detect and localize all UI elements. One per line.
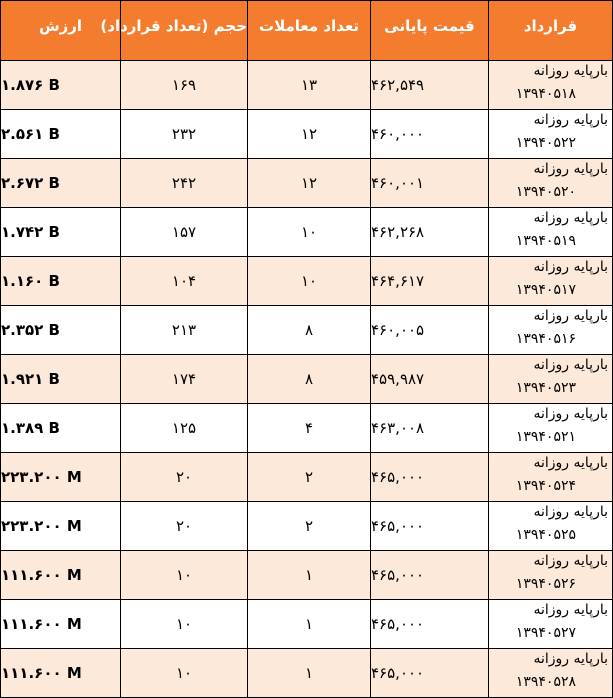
contract-cell — [489, 600, 613, 649]
contract-name: بارپایه روزانه — [533, 259, 608, 275]
contract-name: بارپایه روزانه — [533, 357, 608, 373]
table-row — [1, 453, 613, 502]
contract-cell — [489, 404, 613, 453]
final-price-cell: ۴۶۴,۶۱۷ — [371, 257, 489, 306]
final-price-cell: ۴۶۰,۰۰۵ — [371, 306, 489, 355]
contract-name: بارپایه روزانه — [533, 602, 608, 618]
volume-cell: ۱۰ — [121, 600, 248, 649]
contract-code: ۱۳۹۴۰۵۲۷ — [515, 625, 576, 641]
contract-name: بارپایه روزانه — [533, 112, 608, 128]
volume-cell: ۱۰۴ — [121, 257, 248, 306]
final-price-cell: ۴۶۲,۵۴۹ — [371, 61, 489, 110]
table-row — [1, 355, 613, 404]
table-row — [1, 649, 613, 698]
contract-name: بارپایه روزانه — [533, 308, 608, 324]
volume-cell: ۱۰ — [121, 551, 248, 600]
final-price-cell: ۴۶۵,۰۰۰ — [371, 649, 489, 698]
header-trades: تعداد معاملات — [248, 1, 371, 61]
contract-code: ۱۳۹۴۰۵۲۱ — [515, 429, 576, 445]
trades-cell: ۴ — [248, 404, 371, 453]
contract-cell — [489, 649, 613, 698]
contract-cell — [489, 453, 613, 502]
contract-name: بارپایه روزانه — [533, 406, 608, 422]
value-cell: ۲۲۳.۲۰۰ M — [1, 453, 121, 502]
value-cell: ۲.۳۵۲ B — [1, 306, 121, 355]
contract-name: بارپایه روزانه — [533, 553, 608, 569]
contract-code: ۱۳۹۴۰۵۱۶ — [515, 331, 576, 347]
value-cell: ۱.۸۷۶ B — [1, 61, 121, 110]
trades-cell: ۱۰ — [248, 208, 371, 257]
table-row — [1, 208, 613, 257]
contract-code: ۱۳۹۴۰۵۲۳ — [515, 380, 576, 396]
contract-name: بارپایه روزانه — [533, 504, 608, 520]
table-row — [1, 404, 613, 453]
trades-cell: ۱ — [248, 600, 371, 649]
contract-name: بارپایه روزانه — [533, 651, 608, 667]
contract-cell — [489, 306, 613, 355]
trades-cell: ۱ — [248, 551, 371, 600]
volume-cell: ۲۱۳ — [121, 306, 248, 355]
trades-cell: ۱۳ — [248, 61, 371, 110]
header-value: ارزش — [1, 1, 121, 61]
value-cell: ۲۲۳.۲۰۰ M — [1, 502, 121, 551]
trades-cell: ۱۲ — [248, 159, 371, 208]
value-cell: ۱۱۱.۶۰۰ M — [1, 649, 121, 698]
contract-name: بارپایه روزانه — [533, 161, 608, 177]
table-row — [1, 600, 613, 649]
final-price-cell: ۴۶۰,۰۰۰ — [371, 110, 489, 159]
volume-cell: ۱۶۹ — [121, 61, 248, 110]
contract-cell — [489, 257, 613, 306]
table-row — [1, 61, 613, 110]
contract-code: ۱۳۹۴۰۵۲۲ — [515, 135, 576, 151]
final-price-cell: ۴۶۰,۰۰۱ — [371, 159, 489, 208]
value-cell: ۱.۱۶۰ B — [1, 257, 121, 306]
table-row — [1, 257, 613, 306]
volume-cell: ۱۵۷ — [121, 208, 248, 257]
value-cell: ۱.۳۸۹ B — [1, 404, 121, 453]
trades-cell: ۲ — [248, 502, 371, 551]
header-row — [1, 1, 613, 61]
final-price-cell: ۴۶۵,۰۰۰ — [371, 502, 489, 551]
table-row — [1, 551, 613, 600]
contract-code: ۱۳۹۴۰۵۱۸ — [515, 86, 576, 102]
contract-name: بارپایه روزانه — [533, 210, 608, 226]
trades-cell: ۱ — [248, 649, 371, 698]
value-cell: ۱.۹۲۱ B — [1, 355, 121, 404]
volume-cell: ۱۰ — [121, 649, 248, 698]
contract-code: ۱۳۹۴۰۵۲۵ — [515, 527, 576, 543]
value-cell: ۲.۶۷۲ B — [1, 159, 121, 208]
final-price-cell: ۴۶۵,۰۰۰ — [371, 600, 489, 649]
volume-cell: ۲۳۲ — [121, 110, 248, 159]
trades-cell: ۸ — [248, 306, 371, 355]
contract-code: ۱۳۹۴۰۵۱۷ — [515, 282, 576, 298]
header-final-price: قیمت پایانی — [371, 1, 489, 61]
header-contract: قرارداد — [489, 1, 613, 61]
volume-cell: ۱۷۴ — [121, 355, 248, 404]
value-cell: ۱.۷۴۲ B — [1, 208, 121, 257]
final-price-cell: ۴۶۵,۰۰۰ — [371, 453, 489, 502]
contract-cell — [489, 208, 613, 257]
table-row — [1, 110, 613, 159]
volume-cell: ۲۰ — [121, 453, 248, 502]
contract-name: بارپایه روزانه — [533, 63, 608, 79]
contract-cell — [489, 110, 613, 159]
contract-code: ۱۳۹۴۰۵۲۰ — [515, 184, 576, 200]
value-cell: ۱۱۱.۶۰۰ M — [1, 551, 121, 600]
final-price-cell: ۴۵۹,۹۸۷ — [371, 355, 489, 404]
contract-code: ۱۳۹۴۰۵۲۸ — [515, 674, 576, 690]
value-cell: ۲.۵۶۱ B — [1, 110, 121, 159]
contract-code: ۱۳۹۴۰۵۱۹ — [515, 233, 576, 249]
final-price-cell: ۴۶۲,۲۶۸ — [371, 208, 489, 257]
table-row — [1, 306, 613, 355]
final-price-cell: ۴۶۳,۰۰۸ — [371, 404, 489, 453]
header-volume: حجم (تعداد قرارداد) — [121, 1, 248, 61]
trades-cell: ۸ — [248, 355, 371, 404]
trades-cell: ۲ — [248, 453, 371, 502]
contract-code: ۱۳۹۴۰۵۲۴ — [515, 478, 576, 494]
contract-cell — [489, 502, 613, 551]
trades-cell: ۱۰ — [248, 257, 371, 306]
volume-cell: ۱۲۵ — [121, 404, 248, 453]
contract-cell — [489, 159, 613, 208]
table-row — [1, 159, 613, 208]
volume-cell: ۲۰ — [121, 502, 248, 551]
final-price-cell: ۴۶۵,۰۰۰ — [371, 551, 489, 600]
volume-cell: ۲۴۲ — [121, 159, 248, 208]
table-row — [1, 502, 613, 551]
contract-code: ۱۳۹۴۰۵۲۶ — [515, 576, 576, 592]
value-cell: ۱۱۱.۶۰۰ M — [1, 600, 121, 649]
contract-cell — [489, 551, 613, 600]
contract-name: بارپایه روزانه — [533, 455, 608, 471]
contract-cell — [489, 61, 613, 110]
contract-cell — [489, 355, 613, 404]
trades-cell: ۱۲ — [248, 110, 371, 159]
